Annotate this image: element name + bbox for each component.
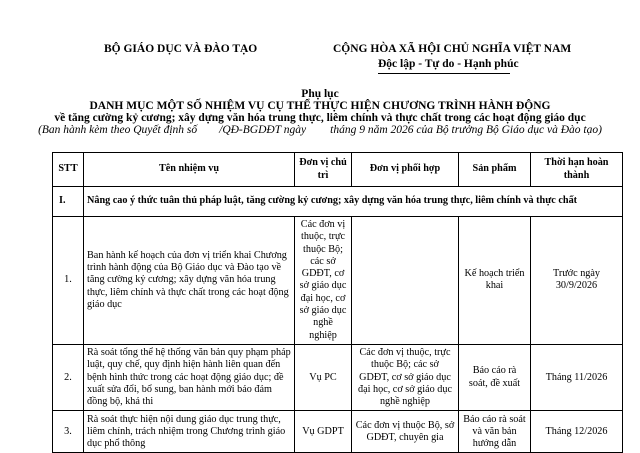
header-task: Tên nhiệm vụ [84, 153, 295, 187]
row-stt: 2. [53, 344, 84, 410]
task-table [52, 152, 623, 453]
table-header-row [53, 153, 623, 187]
document-title: DANH MỤC MỘT SỐ NHIỆM VỤ CỤ THỂ THỰC HIỆN CHƯƠNG TRÌNH HÀNH ĐỘNG [89, 100, 551, 112]
document-subtitle: về tăng cường kỷ cương; xây dựng văn hóa trung thực, liêm chính và thực chất trong các hoạt động giáo dục [54, 112, 586, 124]
header-lead-unit: Đơn vị chủ trì [295, 153, 352, 187]
header-stt: STT [53, 153, 84, 187]
national-motto: Độc lập - Tự do - Hạnh phúc [378, 58, 519, 70]
row-lead-unit: Vụ PC [295, 344, 352, 410]
row-task: Rà soát thực hiện nội dung giáo dục trung thực, liêm chính, trách nhiệm trong Chương trình giáo dục phổ thông [84, 411, 295, 453]
row-deadline: Tháng 11/2026 [531, 344, 623, 410]
row-partner-unit: Các đơn vị thuộc Bộ, sở GDĐT, chuyên gia [352, 411, 459, 453]
table-row [53, 217, 623, 345]
issuance-note [0, 124, 640, 136]
issuance-note-part-3: tháng 9 năm 2026 của Bộ trưởng Bộ Giáo dục và Đào tạo) [330, 124, 602, 136]
section-number: I. [53, 187, 84, 217]
row-partner-unit: Các đơn vị thuộc, trực thuộc Bộ; các sở GDĐT, cơ sở giáo dục đại học, cơ sở giáo dục nghề nghiệp [352, 344, 459, 410]
row-product: Báo cáo rà soát, đề xuất [459, 344, 531, 410]
header-deadline: Thời hạn hoàn thành [531, 153, 623, 187]
row-task: Rà soát tổng thể hệ thống văn bản quy phạm pháp luật, quy chế, quy định hiện hành liên quan đến bệnh hình thức trong các hoạt động giáo dục; đề xuất sửa đổi, bổ sung, ban hành mới bảo đảm đồng bộ, khả thi [84, 344, 295, 410]
row-product: Kế hoạch triển khai [459, 217, 531, 345]
motto-underline [378, 73, 510, 74]
table-row [53, 411, 623, 453]
row-stt: 1. [53, 217, 84, 345]
row-product: Báo cáo rà soát và văn bản hướng dẫn [459, 411, 531, 453]
row-lead-unit: Vụ GDPT [295, 411, 352, 453]
section-row [53, 187, 623, 217]
ministry-name: BỘ GIÁO DỤC VÀ ĐÀO TẠO [104, 43, 258, 55]
header-product: Sản phẩm [459, 153, 531, 187]
row-stt: 3. [53, 411, 84, 453]
appendix-label: Phụ lục [301, 88, 339, 100]
section-title: Nâng cao ý thức tuân thủ pháp luật, tăng cường kỷ cương; xây dựng văn hóa trung thực, liêm chính và thực chất [84, 187, 623, 217]
table-row [53, 344, 623, 410]
header-partner-unit: Đơn vị phối hợp [352, 153, 459, 187]
issuance-note-part-2: /QĐ-BGDĐT ngày [219, 124, 307, 136]
issuance-note-part-1: (Ban hành kèm theo Quyết định số [38, 124, 198, 136]
row-lead-unit: Các đơn vị thuộc, trực thuộc Bộ; các sở GDĐT, cơ sở giáo dục đại học, cơ sở giáo dục nghề nghiệp [295, 217, 352, 345]
nation-name: CỘNG HÒA XÃ HỘI CHỦ NGHĨA VIỆT NAM [333, 43, 572, 55]
row-task: Ban hành kế hoạch của đơn vị triển khai Chương trình hành động của Bộ Giáo dục và Đào tạo về tăng cường kỷ cương; xây dựng văn hóa trung thực, liêm chính và thực chất trong các hoạt động giáo dục [84, 217, 295, 345]
row-deadline: Tháng 12/2026 [531, 411, 623, 453]
row-partner-unit [352, 217, 459, 345]
row-deadline: Trước ngày 30/9/2026 [531, 217, 623, 345]
